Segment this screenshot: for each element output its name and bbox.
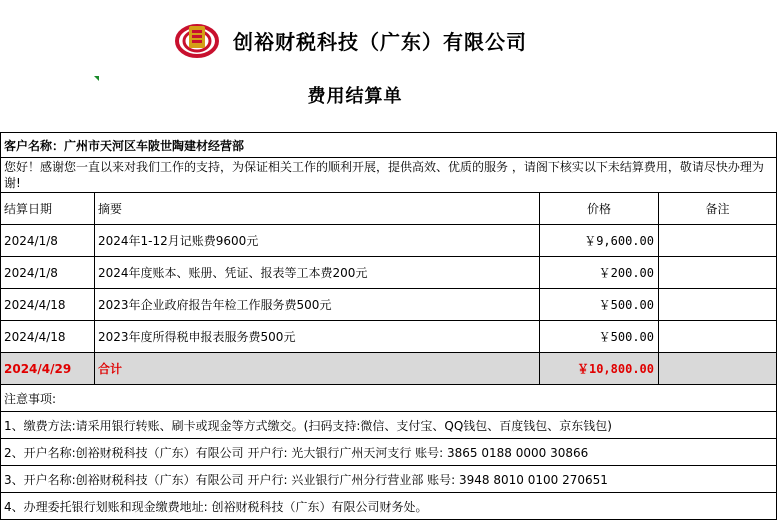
column-header-note: 备注 [659, 193, 777, 225]
note-payment-methods: 1、缴费方法:请采用银行转账、刷卡或现金等方式缴交。(扫码支持:微信、支付宝、QQ钱包、百度钱包、京东钱包) [1, 412, 777, 439]
total-note [659, 353, 777, 385]
table-row [1, 225, 777, 257]
row-date: 2024/1/8 [1, 225, 95, 257]
table-header-row [1, 193, 777, 225]
greeting-text: 您好！感谢您一直以来对我们工作的支持，为保证相关工作的顺利开展，提供高效、优质的服务 ，请阁下核实以下未结算费用，敬请尽快办理为谢! [1, 158, 777, 193]
cell-comment-marker [94, 76, 99, 81]
customer-row [1, 133, 777, 158]
table-row [1, 289, 777, 321]
row-price: ￥500.00 [540, 289, 659, 321]
row-date: 2024/4/18 [1, 321, 95, 353]
customer-name: 广州市天河区车陂世陶建材经营部 [64, 138, 245, 153]
row-note [659, 257, 777, 289]
row-summary: 2024年度账本、账册、凭证、报表等工本费200元 [95, 257, 540, 289]
customer-label: 客户名称： [4, 138, 65, 153]
row-price: ￥200.00 [540, 257, 659, 289]
row-date: 2024/4/18 [1, 289, 95, 321]
note-row [1, 466, 777, 493]
total-price: ￥10,800.00 [540, 353, 659, 385]
column-header-date: 结算日期 [1, 193, 95, 225]
column-header-price: 价格 [540, 193, 659, 225]
company-name: 创裕财税科技（广东）有限公司 [233, 30, 527, 54]
row-note [659, 289, 777, 321]
total-row [1, 353, 777, 385]
note-bank-account-2: 3、开户名称:创裕财税科技（广东）有限公司 开户行: 兴业银行广州分行营业部 账号: 3948 8010 0100 270651 [1, 466, 777, 493]
row-note [659, 225, 777, 257]
total-label: 合计 [95, 353, 540, 385]
customer-cell [1, 133, 777, 158]
note-row [1, 439, 777, 466]
document-header [0, 0, 777, 130]
note-row [1, 493, 777, 520]
table-row [1, 321, 777, 353]
notes-title-row [1, 385, 777, 412]
document-title: 费用结算单 [307, 86, 403, 107]
table-row [1, 257, 777, 289]
column-header-summary: 摘要 [95, 193, 540, 225]
row-date: 2024/1/8 [1, 257, 95, 289]
note-bank-account-1: 2、开户名称:创裕财税科技（广东）有限公司 开户行: 光大银行广州天河支行 账号: 3865 0188 0000 30866 [1, 439, 777, 466]
row-note [659, 321, 777, 353]
total-date: 2024/4/29 [1, 353, 95, 385]
greeting-row [1, 158, 777, 193]
row-summary: 2024年1-12月记账费9600元 [95, 225, 540, 257]
row-summary: 2023年度所得税申报表服务费500元 [95, 321, 540, 353]
notes-title: 注意事项: [1, 385, 777, 412]
note-row [1, 412, 777, 439]
row-price: ￥500.00 [540, 321, 659, 353]
row-summary: 2023年企业政府报告年检工作服务费500元 [95, 289, 540, 321]
row-price: ￥9,600.00 [540, 225, 659, 257]
settlement-table [0, 132, 777, 520]
note-payment-address: 4、办理委托银行划账和现金缴费地址: 创裕财税科技（广东）有限公司财务处。 [1, 493, 777, 520]
company-logo-icon [175, 22, 219, 58]
